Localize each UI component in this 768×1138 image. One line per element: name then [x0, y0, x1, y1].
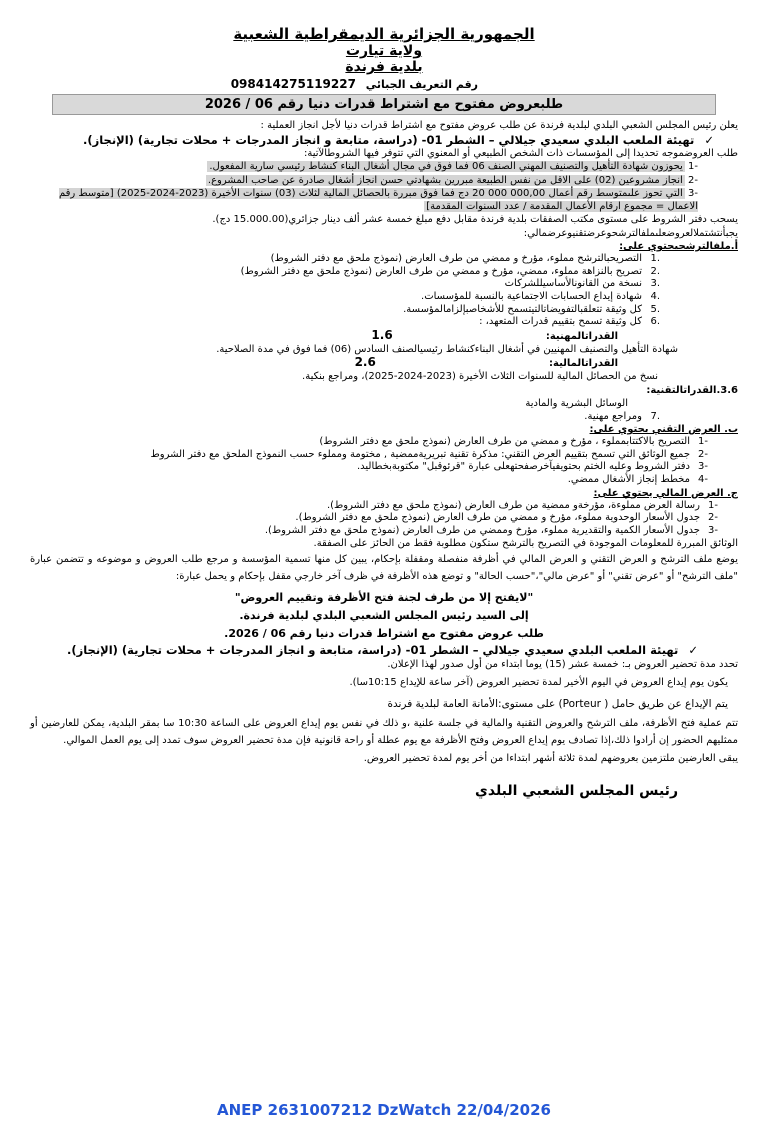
list-item: .2 تصريح بالنزاهة مملوء، ممضي، مؤرخ و ممضي من طرف العارض (نموذج ملحق مع دفتر الشروط) — [240, 265, 660, 277]
list-item: .3 نسخة من القانونالأساسيللشركات — [504, 278, 660, 290]
list-item: .1 التصريحبالترشح مملوء، مؤرخ و ممضي من طرف العارض (نموذج ملحق مع دفتر الشروط) — [270, 253, 660, 265]
lot-line-repeat — [30, 643, 738, 657]
subsection-number: 1.6 — [371, 327, 393, 342]
list-item: -1 التصريح بالاكتتابمملوء ، مؤرخ و ممضي من طرف العارض (نموذج ملحق مع دفتر الشروط) — [319, 436, 708, 448]
list-item: .5 كل وثيقة تتعلقبالتفويضاتالتيتسمح للأشخاصبإلزامالمؤسسة. — [403, 303, 660, 315]
subsection-title: القدراتالمهنية: — [545, 330, 618, 342]
tax-id-label: رقم التعريف الجبائي — [365, 78, 478, 92]
professional-item: شهادة التأهيل والتصنيف المهنيين في أشغال البناءكنشاط رئيسيالصنف السادس (06) فما فوق في مدة الصلاحية. — [216, 344, 678, 356]
documents-note: الوثائق المبررة للمعلومات الموجودة في التصريح بالترشح ستكون مطلوبة فقط من الحائز على الصفقة. — [313, 538, 738, 550]
deposit-place: يتم الإيداع عن طريق حامل ( Porteur) على مستوى:الأمانة العامة لبلدية فرندة — [387, 697, 728, 710]
envelope-label-line: إلى السيد رئيس المجلس الشعبي البلدي لبلدية فرندة. — [239, 608, 529, 622]
envelope-instructions: يوضع ملف الترشح و العرض التقني و العرض المالي في أظرفة منفصلة ومقفلة بإحكام، يبين كل منها تسمية المؤسسة و مرجع طلب العروض و موضوعه و تتضمن عبارة "ملف الترشح" أو "عرض تقني" أو "عرض مالي"،"حسب الحالة" و توضع هذه الأظرفة في ظرف آخر خارجي مقفل بإحكام و يحمل عبارة: — [30, 553, 738, 582]
withdraw-text: يسحب دفتر الشروط على مستوى مكتب الصفقات بلدية فرندة مقابل دفع مبلغ خمسة عشر ألف دينار جزائري(15.000.00 دج). — [212, 214, 738, 226]
list-item: -2 جدول الأسعار الوحدوية مملوء، مؤرخ و ممضي من طرف العارض (نموذج ملحق مع دفتر الشروط). — [295, 512, 718, 524]
tax-id-value: 098414275119227 — [230, 77, 356, 92]
section-a-title: أ.ملفالترشحيحتوي على: — [619, 241, 738, 253]
deposit-day: يكون يوم إيداع العروض في اليوم الأخير لمدة تحضير العروض (آخر ساعة للإيداع 10:15سا). — [349, 676, 728, 688]
preparation-duration: تحدد مدة تحضير العروض بـ: خمسة عشر (15) يوما ابتداء من أول صدور لهذا الإعلان. — [387, 658, 738, 670]
list-item: -3 دفتر الشروط وعليه الختم بحتويفيآخرصفحتهعلى عبارة "قرئوقبل" مكتوبةبخطاليد. — [356, 461, 708, 473]
lot-text: تهيئة الملعب البلدي سعيدي جيلالي – الشطر 01- (دراسة، متابعة و انجاز المدرجات + محلات تجارية) (الإنجاز). — [82, 132, 695, 147]
section-b-list — [30, 436, 738, 486]
tender-title: طلبعروض مفتوح مع اشتراط قدرات دنيا رقم 06 / 2026 — [52, 94, 716, 115]
technical-item: .7ومراجع مهنية. — [584, 411, 660, 423]
technical-item: الوسائل البشرية والمادية — [525, 397, 628, 409]
condition-item: -2 انجاز مشروعين (02) على الاقل من نفس الطبيعة مبررين بشهادتي حسن انجاز أشغال صادرة عن صاحب المشروع. — [207, 174, 698, 186]
list-item: .6 كل وثيقة تسمح بتقييم قدرات المتعهد، : — [479, 316, 660, 328]
republic-title: الجمهورية الجزائرية الديمقراطية الشعبية — [233, 25, 535, 43]
publication-reference: ANEP 2631007212 DzWatch 22/04/2026 — [217, 1101, 551, 1119]
section-b-title: ب. العرض التقني يحتوي على: — [589, 424, 738, 436]
condition-item: -1 يحوزون شهادة التأهيل والتصنيف المهني الصنف 06 فما فوق في مجال أشغال البناء كنشاط رئيسي سارية المفعول. — [209, 161, 698, 173]
list-item: -4 مخطط إنجاز الأشغال ممضي. — [567, 474, 708, 486]
must-contain-text: يجبأنتشتملالعروضعلىملفالترشحوعرضتقنيوعرضمالي: — [523, 227, 738, 239]
signature-block: رئيس المجلس الشعبي البلدي — [475, 782, 678, 799]
subsection-technical: 3.6.القدراتالتقنية: — [646, 384, 738, 396]
wilaya-name: ولاية تيارت — [345, 43, 423, 60]
lot-line — [30, 133, 738, 147]
section-c-list — [30, 500, 738, 538]
subsection-title: القدراتالمالية: — [549, 358, 618, 370]
document-header — [30, 26, 738, 75]
intro-text: يعلن رئيس المجلس الشعبي البلدي لبلدية فرندة عن طلب عروض مفتوح مع اشتراط قدرات دنيا لأجل انجاز العملية : — [260, 120, 738, 132]
commune-name: بلدية فرندة — [345, 59, 423, 76]
envelope-label-line: طلب عروض مفتوح مع اشتراط قدرات دنيا رقم 06 / 2026. — [224, 626, 544, 640]
validity-text: يبقى العارضين ملتزمين بعروضهم لمدة ثلاثة أشهر ابتداءا من أخر يوم لمدة تحضير العروض. — [363, 752, 738, 764]
list-item: .4 شهادة إيداع الحسابات الاجتماعية بالنسبة للمؤسسات. — [421, 291, 660, 303]
section-a-list — [30, 253, 738, 329]
list-item: -2 جميع الوثائق التي تسمح بتقييم العرض التقني: مذكرة تقنية تبريريةممضية , مختومة ومملوء حسب النموذج الملحق مع دفتر الشروط — [150, 448, 708, 460]
subsection-professional — [30, 329, 738, 343]
conditions-list — [30, 160, 738, 213]
list-item: -1 رسالة العرض مملوءة، مؤرخةو ممضية من طرف العارض (نموذج ملحق مع دفتر الشروط). — [326, 499, 718, 511]
financial-item: نسخ من الحصائل المالية للسنوات الثلاث الأخيرة (2023-2024-2025)، ومراجع بنكية. — [302, 371, 658, 383]
envelope-label — [30, 589, 738, 643]
checkmark-icon: ✓ — [704, 132, 714, 147]
envelope-label-line: "لايفتح إلا من طرف لجنة فتح الأظرفة وتقييم العروض" — [234, 590, 534, 604]
lot-text: تهيئة الملعب البلدي سعيدي جيلالي – الشطر 01- (دراسة، متابعة و انجاز المدرجات + محلات تجارية) (الإنجاز). — [66, 642, 679, 657]
opening-text: تتم عملية فتح الأظرفة، ملف الترشح والعروض التقنية والمالية في جلسة علنية ،و ذلك في نفس يوم إيداع العروض على الساعة 10:30 سا بمقر البلدية، يمكن للعارضين أو ممثليهم الحضور إن أرادوا ذلك،إذا تصادف يوم إيداع العروض وفتح الأظرفة مع يوم عطلة أو راحة قانونية فإن مدة تحضير العروض سوف تمدد إلى يوم العمل الموالي. — [30, 717, 738, 746]
tax-id-line — [30, 77, 478, 91]
list-item: -3 جدول الأسعار الكمية والتقديرية مملوء، مؤرخ وممضي من طرف العارض (نموذج ملحق مع دفتر الشروط). — [264, 524, 718, 536]
checkmark-icon: ✓ — [688, 642, 698, 657]
subsection-number: 2.6 — [354, 355, 376, 370]
subsection-financial — [30, 356, 738, 370]
condition-item: -3 التي تحوز علىمتوسط رقم أعمال 000,00 000 20 دج فما فوق مبررة بالحصائل المالية لثلاث (03) سنوات الأخيرة (2023-2024-2025) [متوسط رقم الاعمال = مجموع ارقام الأعمال المقدمة / عدد السنوات المقدمة] — [58, 187, 698, 213]
conditions-intro: طلب العروضموجه تحديدا إلى المؤسسات ذات الشخص الطبيعي أو المعنوي التي تتوفر فيها الشروطالآتية: — [304, 147, 738, 159]
section-c-title: ج. العرض المالي يحتوي على: — [593, 487, 738, 499]
